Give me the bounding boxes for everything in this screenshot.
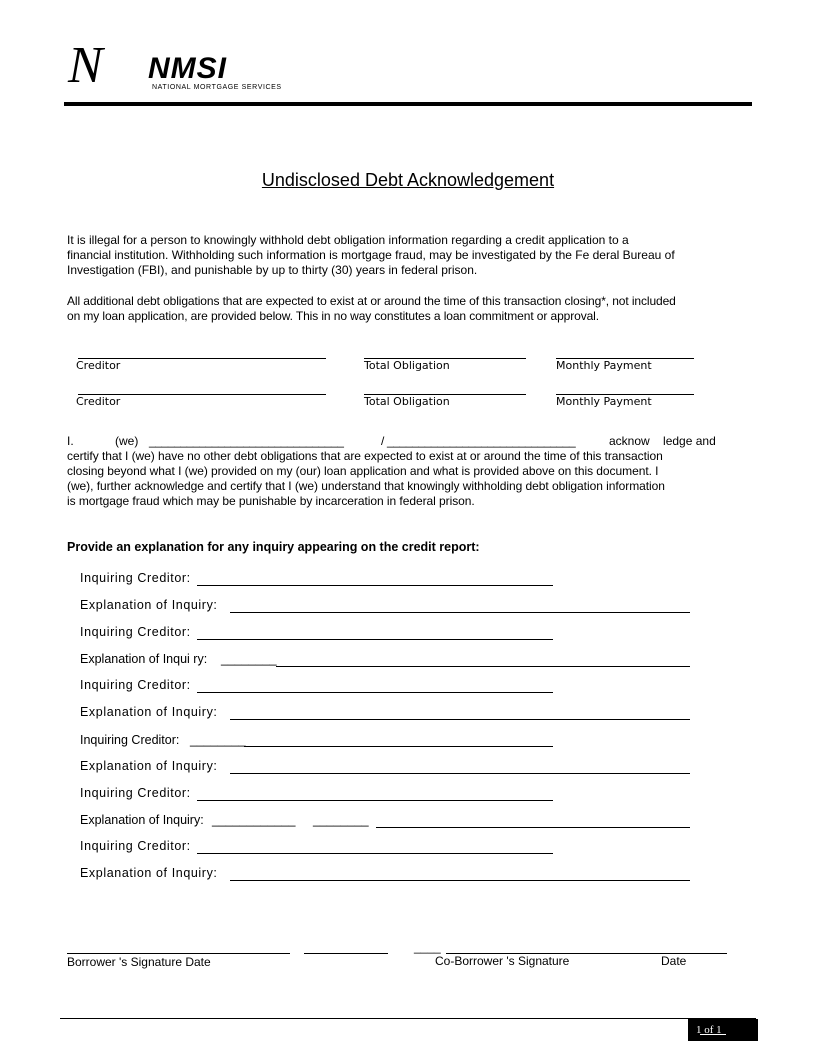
coborrower-blank-underscores: ____ — [414, 940, 441, 954]
explanation-label: Explanation of Inquiry: — [80, 866, 218, 880]
explanation-blank-underscores: ____________ — [212, 813, 296, 827]
explanation-label: Explanation of Inquiry: — [80, 759, 218, 773]
explanation-label: Explanation of Inqui ry: — [80, 652, 208, 666]
borrower-signature-label: Borrower 's Signature Date — [67, 955, 211, 969]
total-obligation-label-1: Total Obligation — [364, 359, 450, 372]
explanation-blank-underscores: ________ — [313, 813, 369, 827]
inquiring-creditor-label: Inquiring Creditor: — [80, 786, 191, 800]
explanation-field-1[interactable] — [230, 612, 690, 613]
certify-line: closing beyond what I (we) provided on my (our) loan application and what is provided above on this document. I — [67, 464, 659, 478]
inquiring-creditor-field-4[interactable] — [244, 746, 553, 747]
total-obligation-label-2: Total Obligation — [364, 395, 450, 408]
inquiring-creditor-field-3[interactable] — [197, 692, 553, 693]
inquiring-creditor-field-6[interactable] — [197, 853, 553, 854]
inquiring-creditor-field-1[interactable] — [197, 585, 553, 586]
borrower-signature-line[interactable] — [67, 953, 290, 954]
intro-line: All additional debt obligations that are expected to exist at or around the time of this transaction closing*, not included — [67, 294, 676, 308]
footer-rule — [60, 1018, 756, 1019]
explanation-field-6[interactable] — [230, 880, 690, 881]
certify-i: I. — [67, 434, 74, 448]
explanation-blank-underscores: ________ — [221, 652, 277, 666]
explanation-field-4[interactable] — [230, 773, 690, 774]
inquiring-creditor-field-2[interactable] — [197, 639, 553, 640]
intro-line: It is illegal for a person to knowingly withhold debt obligation information regarding a credit application to a — [67, 233, 629, 247]
inquiring-creditor-field-5[interactable] — [197, 800, 553, 801]
creditor-label-2: Creditor — [76, 395, 121, 408]
coborrower-date-label: Date — [661, 954, 687, 968]
certify-acknowledge: acknow ledge and — [609, 434, 716, 448]
explanation-label: Explanation of Inquiry: — [80, 813, 204, 827]
borrower-name-blank[interactable]: _______________________________ — [149, 434, 344, 448]
page-number-underline — [700, 1034, 726, 1035]
inquiring-creditor-label: Inquiring Creditor: — [80, 625, 191, 639]
explanation-field-3[interactable] — [230, 719, 690, 720]
monthly-payment-label-2: Monthly Payment — [556, 395, 652, 408]
coborrower-name-blank[interactable]: ______________________________ — [387, 434, 576, 448]
intro-line: Investigation (FBI), and punishable by up to thirty (30) years in federal prison. — [67, 263, 478, 277]
certify-line: certify that I (we) have no other debt obligations that are expected to exist at or around the time of this transaction — [67, 449, 663, 463]
name-separator: / — [381, 434, 385, 448]
intro-paragraph-2 — [67, 294, 737, 324]
inquiry-heading: Provide an explanation for any inquiry appearing on the credit report: — [67, 540, 480, 554]
explanation-label: Explanation of Inquiry: — [80, 705, 218, 719]
intro-line: on my loan application, are provided below. This in no way constitutes a loan commitment or approval. — [67, 309, 599, 323]
explanation-field-2[interactable] — [276, 666, 690, 667]
certify-we: (we) — [115, 434, 139, 448]
certify-line-1 — [67, 434, 737, 449]
monthly-payment-label-1: Monthly Payment — [556, 359, 652, 372]
page-number-box — [688, 1019, 758, 1041]
explanation-label: Explanation of Inquiry: — [80, 598, 218, 612]
coborrower-signature-label: Co-Borrower 's Signature — [435, 954, 570, 968]
creditor-blank-underscores: ________ — [190, 733, 246, 747]
logo-wordmark: NMSI — [148, 52, 227, 85]
intro-line: financial institution. Withholding such information is mortgage fraud, may be investigated by the Fe deral Bureau of — [67, 248, 675, 262]
intro-paragraph-1 — [67, 233, 737, 278]
certify-line: is mortgage fraud which may be punishable by incarceration in federal prison. — [67, 494, 475, 508]
inquiring-creditor-label: Inquiring Creditor: — [80, 678, 191, 692]
page-title: Undisclosed Debt Acknowledgement — [261, 170, 555, 190]
creditor-label-1: Creditor — [76, 359, 121, 372]
logo-subtitle: NATIONAL MORTGAGE SERVICES — [152, 84, 282, 91]
logo-script-n: N — [68, 37, 103, 94]
inquiring-creditor-label: Inquiring Creditor: — [80, 733, 180, 747]
certify-line: (we), further acknowledge and certify that I (we) understand that knowingly withholding debt obligation information — [67, 479, 665, 493]
borrower-date-line[interactable] — [304, 953, 388, 954]
inquiring-creditor-label: Inquiring Creditor: — [80, 571, 191, 585]
explanation-field-5[interactable] — [376, 827, 690, 828]
certify-body — [67, 449, 737, 509]
inquiring-creditor-label: Inquiring Creditor: — [80, 839, 191, 853]
page-number: 1 of 1 — [696, 1024, 722, 1036]
header-rule — [64, 102, 752, 106]
nmsi-logo — [68, 37, 308, 96]
